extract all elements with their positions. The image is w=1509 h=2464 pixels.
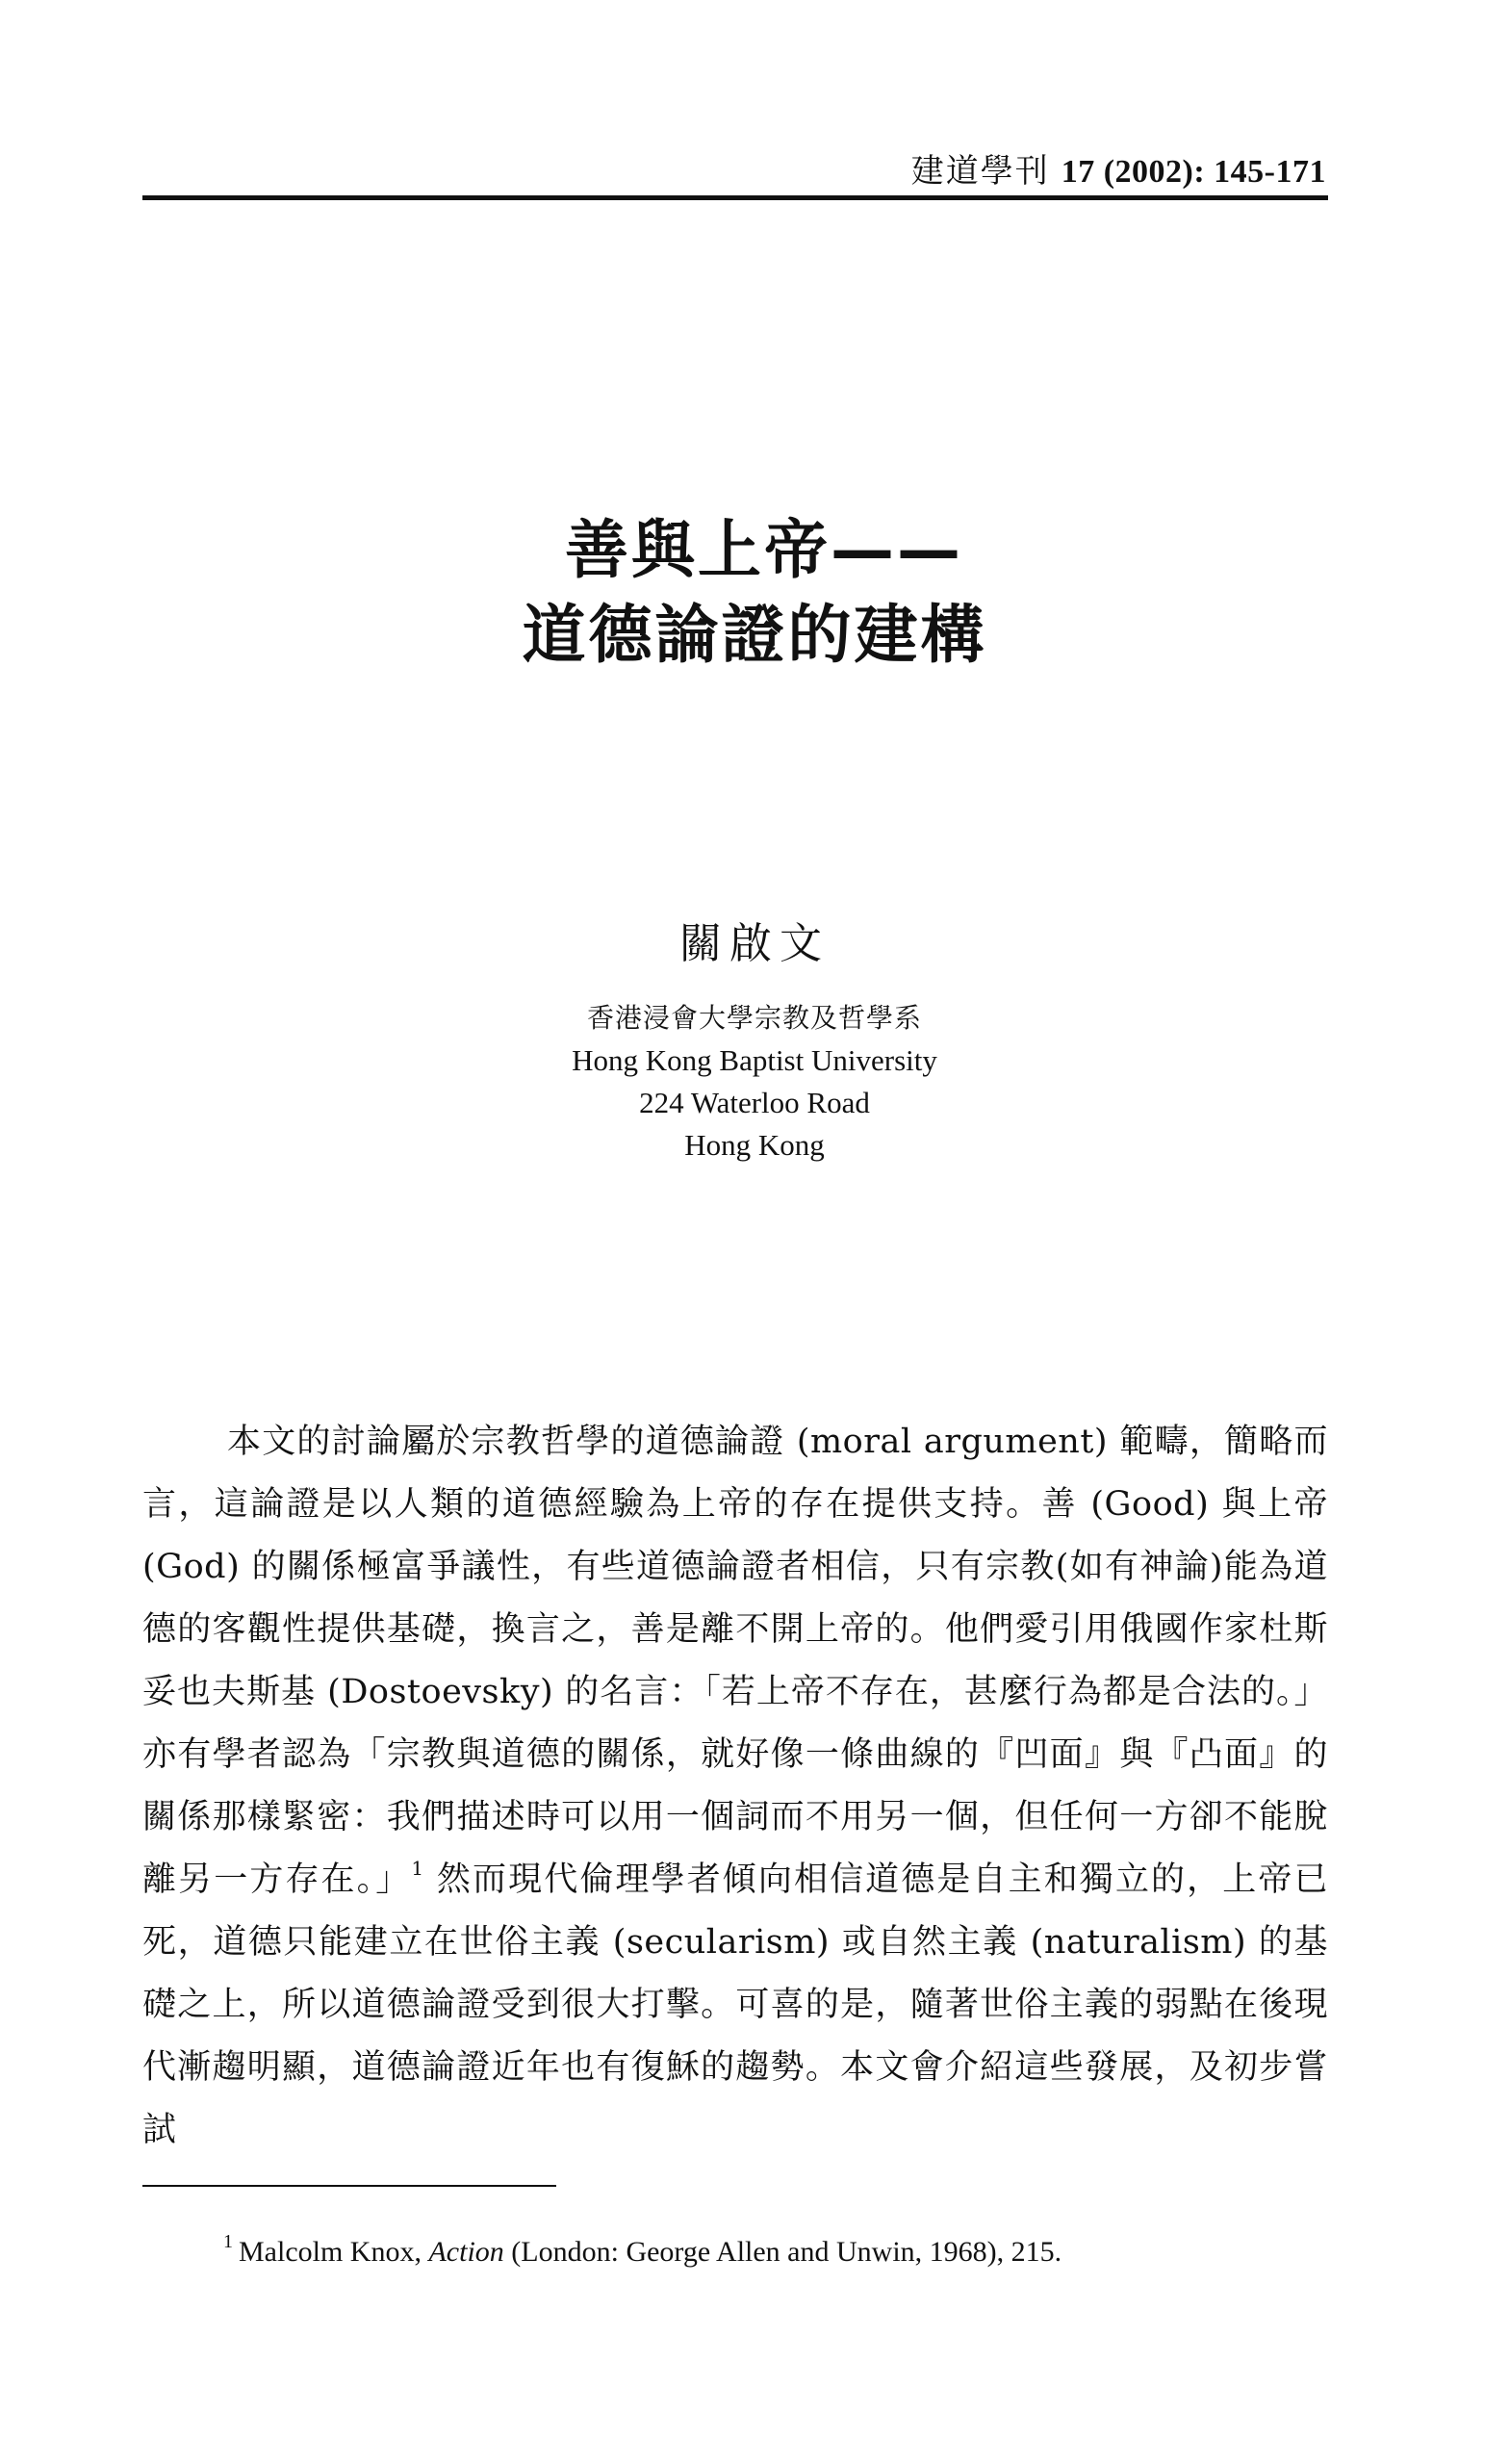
journal-name: 建道學刊 [910, 154, 1050, 190]
institution: Hong Kong Baptist University [572, 1043, 937, 1077]
footnote-author: Malcolm Knox, [239, 2236, 429, 2268]
footnote-reference: 1 [411, 1857, 424, 1880]
article-title [0, 508, 1509, 678]
title-line-2: 道德論證的建構 [522, 598, 987, 672]
title-line-1: 善與上帝—— [565, 513, 963, 587]
footnote-number: 1 [223, 2231, 233, 2252]
citation: 17 (2002): 145-171 [1061, 154, 1326, 190]
body-text-part-2: 然而現代倫理學者傾向相信道德是自主和獨立的，上帝已死，道德只能建立在世俗主義 (secularism) 或自然主義 (naturalism) 的基礎之上，所以道德論證受到很大打擊。可喜的是，隨著世俗主義的弱點在後現代漸趨明顯，道德論證近年也有復穌的趨勢。本文會介紹這些發展，及初步嘗試 [142, 1861, 1328, 2149]
author-name: 關啟文 [679, 919, 830, 968]
body-paragraph [142, 1411, 1328, 2162]
author-affiliation [0, 997, 1509, 1167]
street-address: 224 Waterloo Road [639, 1086, 870, 1119]
footnote-book-title: Action [428, 2236, 504, 2268]
footnote [223, 2233, 1061, 2272]
footnote-rule [142, 2185, 556, 2187]
running-head [911, 144, 1326, 192]
footnote-details: (London: George Allen and Unwin, 1968), 215. [503, 2236, 1062, 2268]
department: 香港浸會大學宗教及哲學系 [586, 1002, 922, 1034]
city: Hong Kong [684, 1128, 825, 1162]
body-text-part-1: 本文的討論屬於宗教哲學的道德論證 (moral argument) 範疇，簡略而言，這論證是以人類的道德經驗為上帝的存在提供支持。善 (Good) 與上帝 (God) 的關係極富爭議性，有些道德論證者相信，只有宗教(如有神論)能為道德的客觀性提供基礎，換言之，善是離不開上帝的。他們愛引用俄國作家杜斯妥也夫斯基 (Dostoevsky) 的名言：「若上帝不存在，甚麼行為都是合法的。」亦有學者認為「宗教與道德的關係，就好像一條曲線的『凹面』與『凸面』的關係那樣緊密：我們描述時可以用一個詞而不用另一個，但任何一方卻不能脫離另一方存在。」 [142, 1423, 1328, 1899]
header-rule [142, 195, 1328, 200]
